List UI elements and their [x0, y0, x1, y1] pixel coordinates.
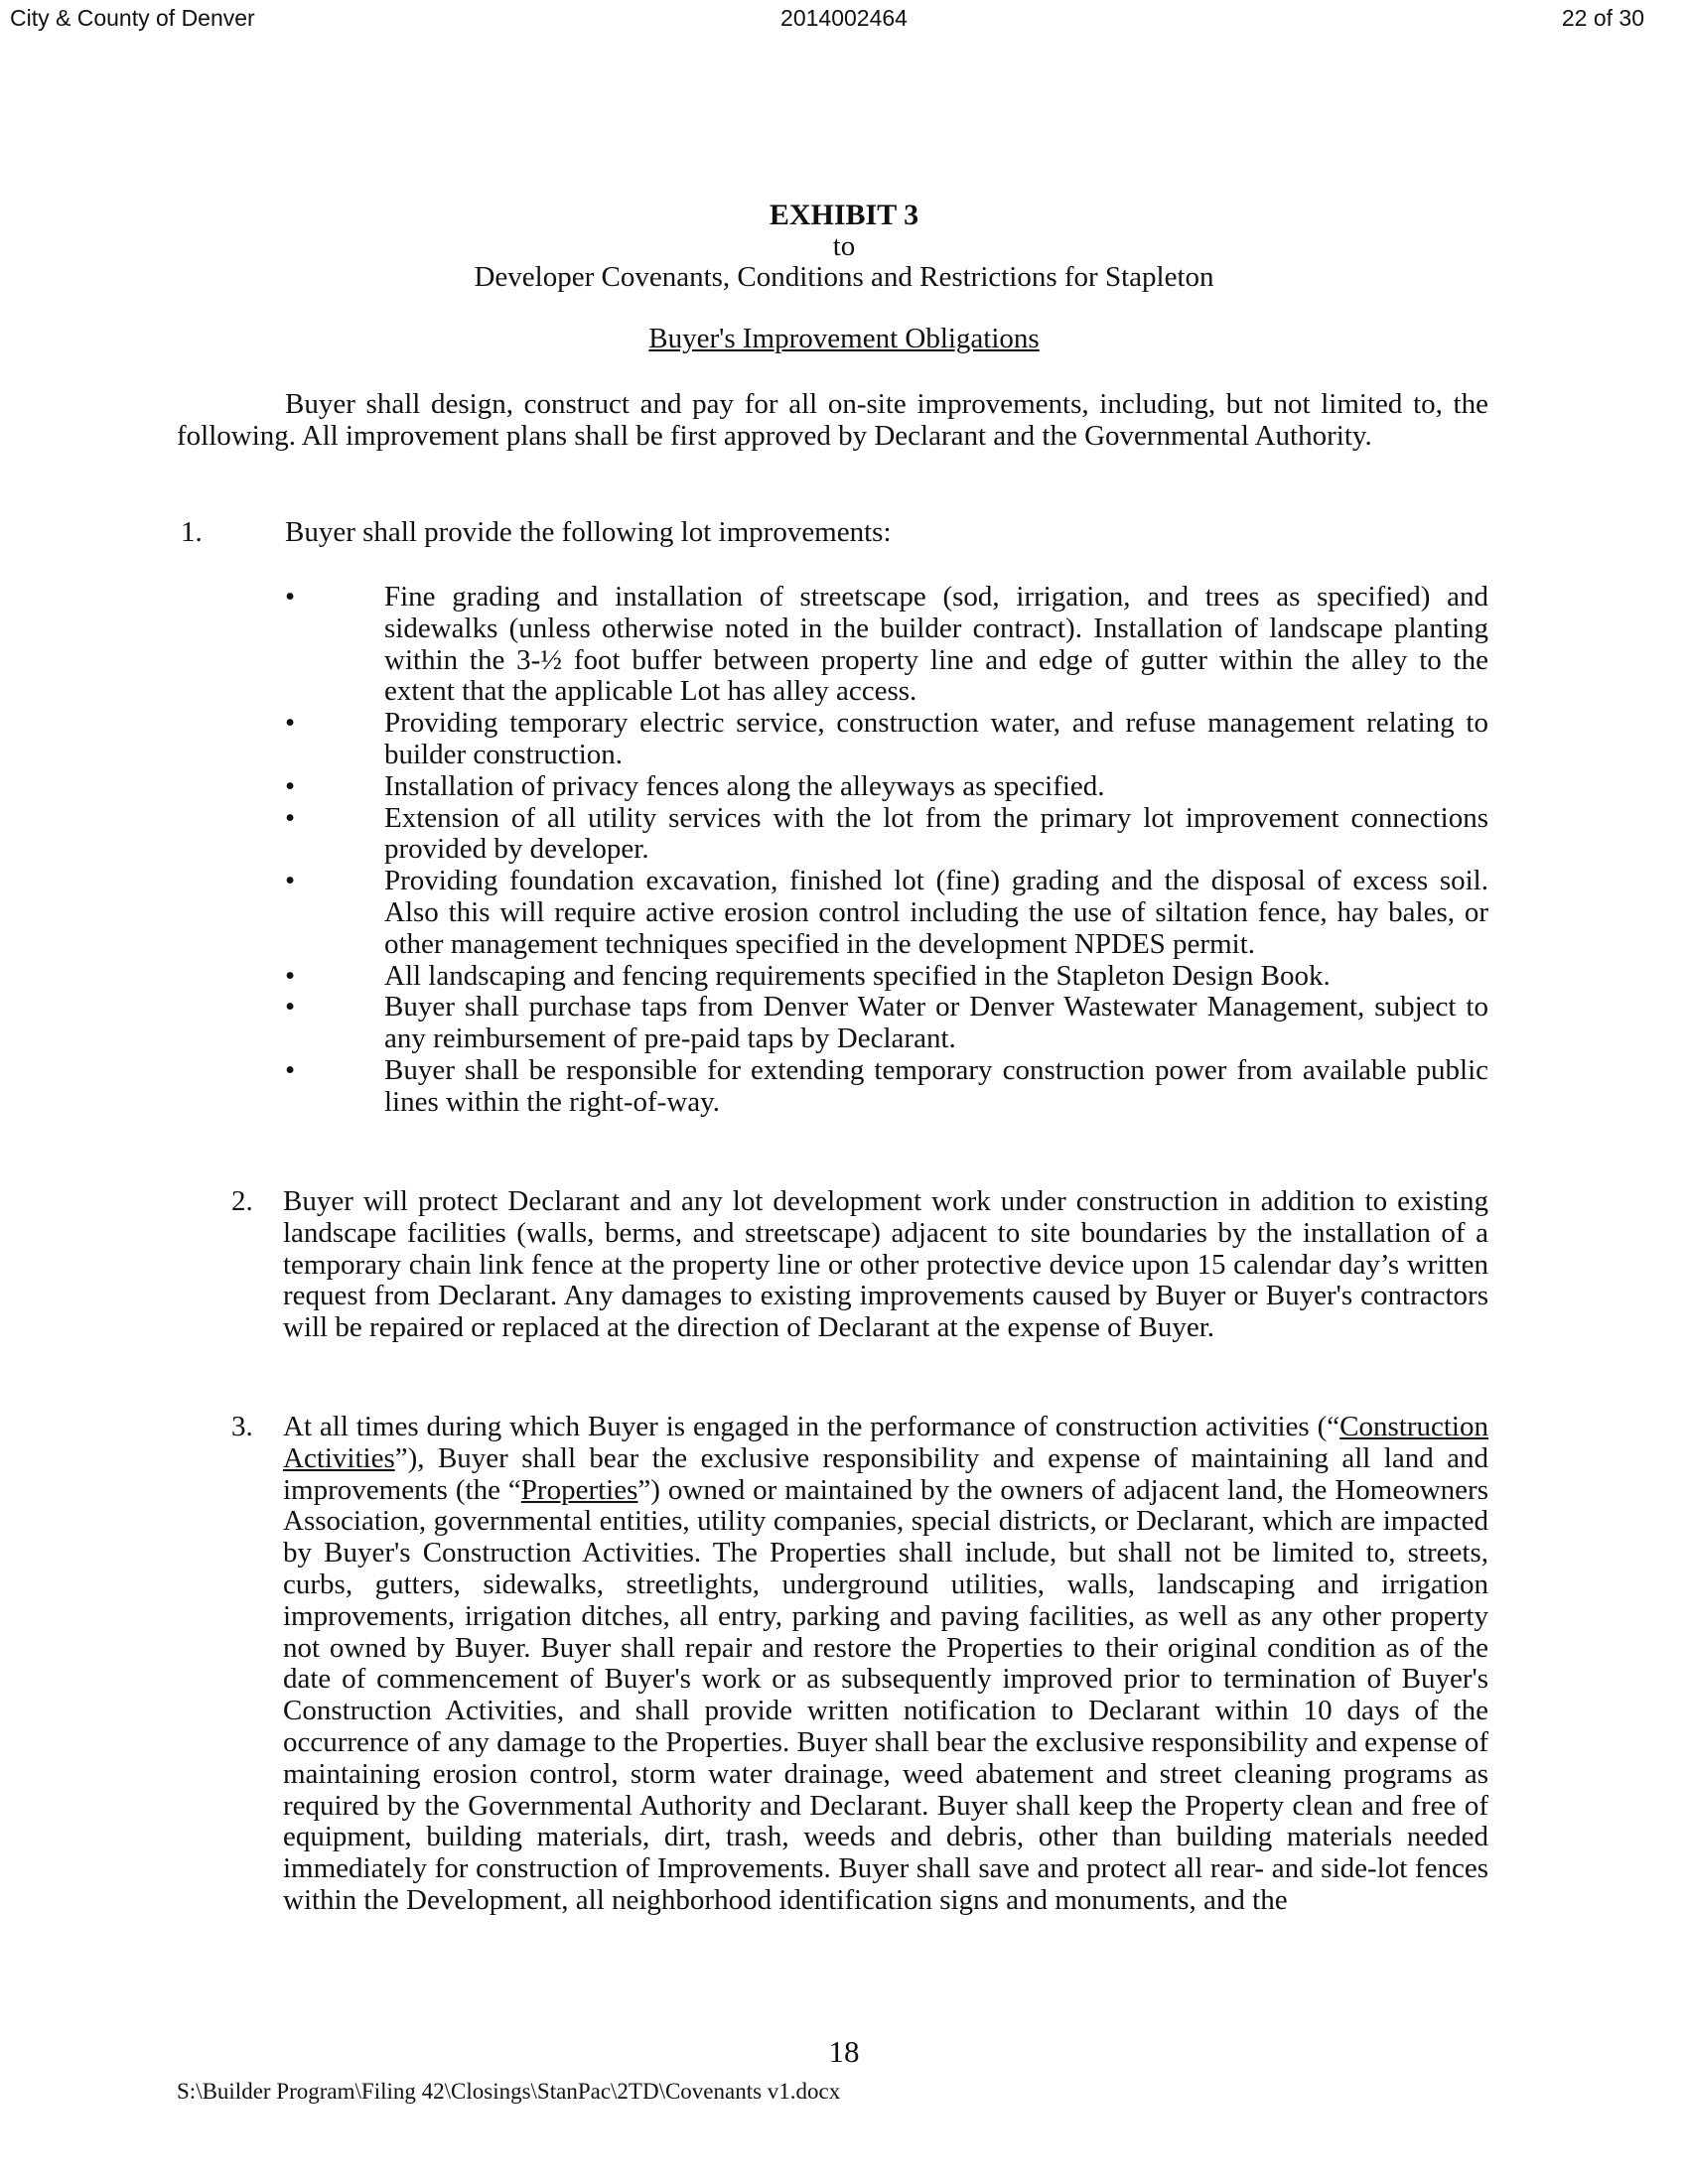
- bullet-text: Buyer shall purchase taps from Denver Water or Denver Wastewater Management, subject to any reimbursement of pre-paid taps by Declarant.: [384, 991, 1488, 1055]
- bullet-icon: •: [285, 865, 296, 897]
- bullet-icon: •: [285, 581, 296, 613]
- bullet-item: [285, 803, 1488, 867]
- bullet-icon: •: [285, 769, 296, 802]
- item-3-text-part: ”), Buyer shall bear the exclusive responsibility and expense of maintaining all land and improvements (the “: [283, 1441, 1488, 1506]
- exhibit-to: to: [832, 230, 856, 262]
- bullet-icon: •: [285, 991, 296, 1024]
- item-1-number: 1.: [181, 516, 203, 548]
- section-heading: [0, 324, 1688, 355]
- bullet-text: Installation of privacy fences along the alleyways as specified.: [384, 769, 1105, 802]
- bullet-item: [285, 961, 1488, 993]
- bullet-item: [285, 708, 1488, 771]
- item-3-text-part: ”) owned or maintained by the owners of adjacent land, the Homeowners Association, governmental entities, utility companies, special districts, or Declarant, which are impacted by Buyer's Construction Activities. The Properties shall include, but shall not be limited to, streets, curbs, gutters, sidewalks, streetlights, underground utilities, walls, landscaping and irrigation improvements, irrigation ditches, all entry, parking and paving facilities, as well as any other property not owned by Buyer. Buyer shall repair and restore the Properties to their original condition as of the date of commencement of Buyer's work or as subsequently improved prior to termination of Buyer's Construction Activities, and shall provide written notification to Declarant within 10 days of the occurrence of any damage to the Properties. Buyer shall bear the exclusive responsibility and expense of maintaining erosion control, storm water drainage, weed abatement and street cleaning programs as required by the Governmental Authority and Declarant. Buyer shall keep the Property clean and free of equipment, building materials, dirt, trash, weeds and debris, other than building materials needed immediately for construction of Improvements. Buyer shall save and protect all rear- and side-lot fences within the Development, all neighborhood identification signs and monuments, and the: [283, 1473, 1488, 1916]
- defined-term-properties: Properties: [520, 1473, 638, 1506]
- item-3-text: [283, 1412, 1488, 1917]
- bullet-icon: •: [285, 801, 296, 834]
- bullet-icon: •: [285, 1053, 296, 1086]
- file-path-footer: S:\Builder Program\Filing 42\Closings\StanPac\2TD\Covenants v1.docx: [177, 2079, 841, 2104]
- header-reception-number: 2014002464: [780, 5, 908, 31]
- page-number: 18: [828, 2034, 860, 2069]
- bullet-item: [285, 582, 1488, 708]
- bullet-text: Providing foundation excavation, finished lot (fine) grading and the disposal of excess soil. Also this will require active erosion control including the use of siltation fence, hay bales, or other management techniques specified in the development NPDES permit.: [384, 865, 1488, 960]
- item-3-number: 3.: [231, 1411, 253, 1442]
- bullet-text: Extension of all utility services with the lot from the primary lot improvement connections provided by developer.: [384, 801, 1488, 866]
- bullet-text: Providing temporary electric service, construction water, and refuse management relating to builder construction.: [384, 707, 1488, 770]
- bullet-icon: •: [285, 959, 296, 992]
- item-1-text: Buyer shall provide the following lot improvements:: [285, 516, 892, 548]
- header-county: City & County of Denver: [10, 5, 255, 31]
- header-page-count: 22 of 30: [1561, 5, 1644, 31]
- exhibit-title: EXHIBIT 3: [769, 199, 919, 231]
- bullet-item: [285, 771, 1488, 803]
- bullet-text: All landscaping and fencing requirements specified in the Stapleton Design Book.: [384, 959, 1331, 992]
- bullet-item: [285, 866, 1488, 960]
- improvement-bullet-list: [285, 582, 1488, 1119]
- bullet-text: Fine grading and installation of streetscape (sod, irrigation, and trees as specified) and sidewalks (unless otherwise noted in the builder contract). Installation of landscape planting within the 3-½ foot buffer between property line and edge of gutter within the alley to the extent that the applicable Lot has alley access.: [384, 581, 1488, 708]
- bullet-icon: •: [285, 707, 296, 740]
- intro-paragraph: Buyer shall design, construct and pay for all on-site improvements, including, but not limited to, the following. All improvement plans shall be first approved by Declarant and the Governmental Authority.: [177, 388, 1488, 452]
- bullet-item: [285, 1055, 1488, 1119]
- item-3-text-part: At all times during which Buyer is engaged in the performance of construction activities (“: [283, 1411, 1340, 1442]
- item-2-number: 2.: [231, 1185, 253, 1217]
- item-2-text: Buyer will protect Declarant and any lot development work under construction in addition to existing landscape facilities (walls, berms, and streetscape) adjacent to site boundaries by the installation of a temporary chain link fence at the property line or other protective device upon 15 calendar day’s written request from Declarant. Any damages to existing improvements caused by Buyer or Buyer's contractors will be repaired or replaced at the direction of Declarant at the expense of Buyer.: [283, 1185, 1488, 1344]
- defined-term-construction-activities: Construction Activities: [283, 1411, 1488, 1474]
- bullet-text: Buyer shall be responsible for extending temporary construction power from available public lines within the right-of-way.: [384, 1053, 1488, 1118]
- section-heading-text: Buyer's Improvement Obligations: [648, 323, 1040, 354]
- bullet-item: [285, 992, 1488, 1055]
- exhibit-subtitle: Developer Covenants, Conditions and Restrictions for Stapleton: [474, 261, 1214, 293]
